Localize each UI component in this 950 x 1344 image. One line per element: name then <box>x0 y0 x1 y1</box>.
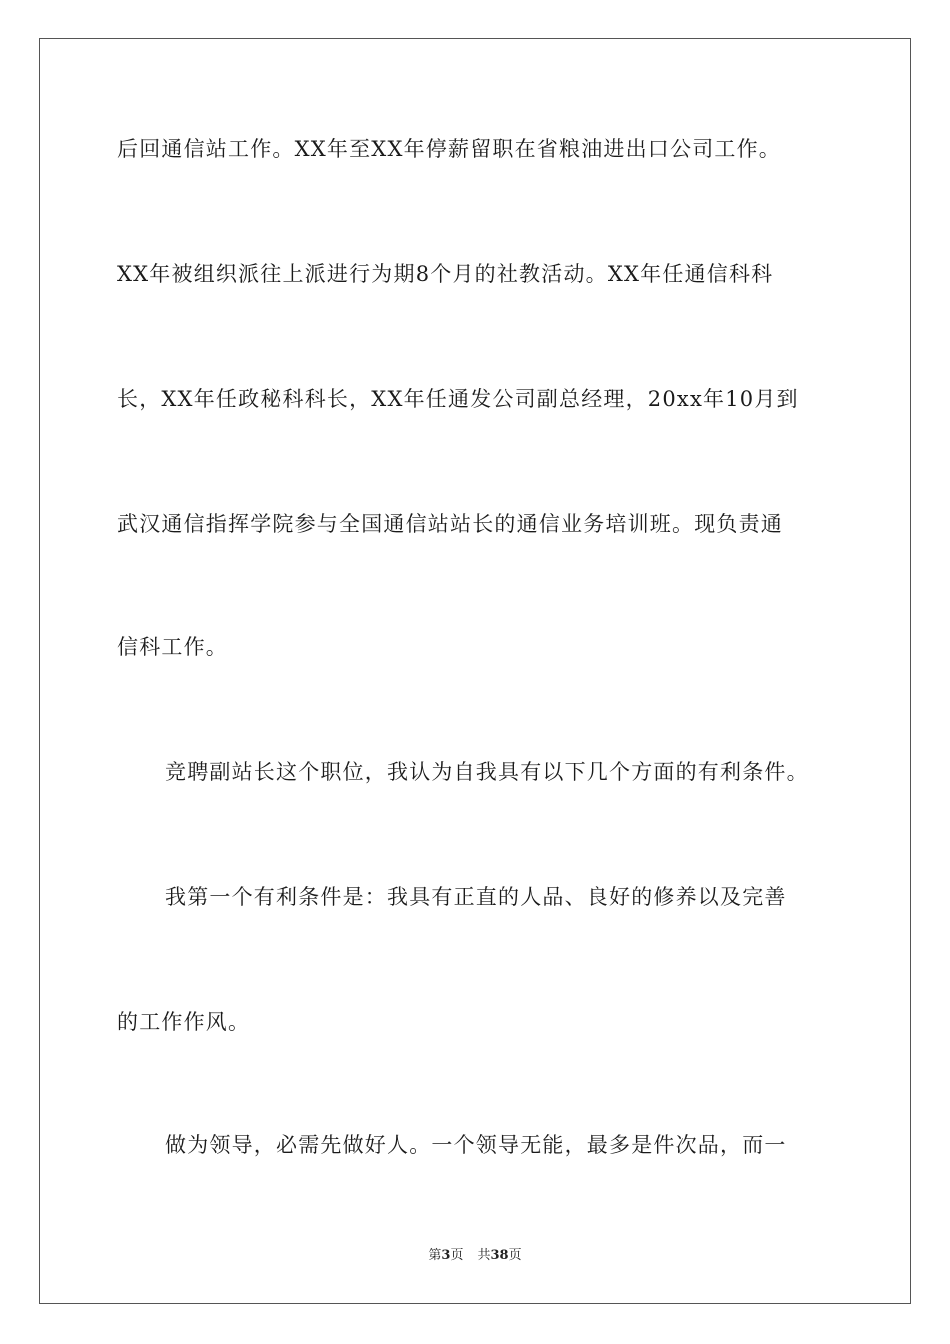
footer-page-number: 3 <box>441 1248 451 1263</box>
body-text-line-5: 信科工作。 <box>117 635 228 659</box>
footer-page-prefix: 第 <box>428 1248 442 1263</box>
page-footer <box>0 1247 950 1265</box>
paragraph-start-line-9: 做为领导，必需先做好人。一个领导无能，最多是件次品，而一 <box>165 1133 787 1157</box>
footer-total-prefix: 共 <box>477 1248 491 1263</box>
body-text-line-2: XX年被组织派往上派进行为期8个月的社教活动。XX年任通信科科 <box>117 262 774 286</box>
body-text-line-1: 后回通信站工作。XX年至XX年停薪留职在省粮油进出口公司工作。 <box>117 137 781 161</box>
body-text-line-3: 长，XX年任政秘科科长，XX年任通发公司副总经理，20xx年10月到 <box>117 387 799 411</box>
footer-page-suffix: 页 <box>450 1248 464 1263</box>
paragraph-start-line-6: 竞聘副站长这个职位，我认为自我具有以下几个方面的有利条件。 <box>165 760 809 784</box>
footer-total-pages: 38 <box>490 1248 509 1263</box>
body-text-line-8: 的工作作风。 <box>117 1010 251 1034</box>
paragraph-start-line-7: 我第一个有利条件是：我具有正直的人品、良好的修养以及完善 <box>165 885 787 909</box>
page-border <box>39 38 911 1304</box>
footer-total-suffix: 页 <box>508 1248 522 1263</box>
body-text-line-4: 武汉通信指挥学院参与全国通信站站长的通信业务培训班。现负责通 <box>117 512 783 536</box>
